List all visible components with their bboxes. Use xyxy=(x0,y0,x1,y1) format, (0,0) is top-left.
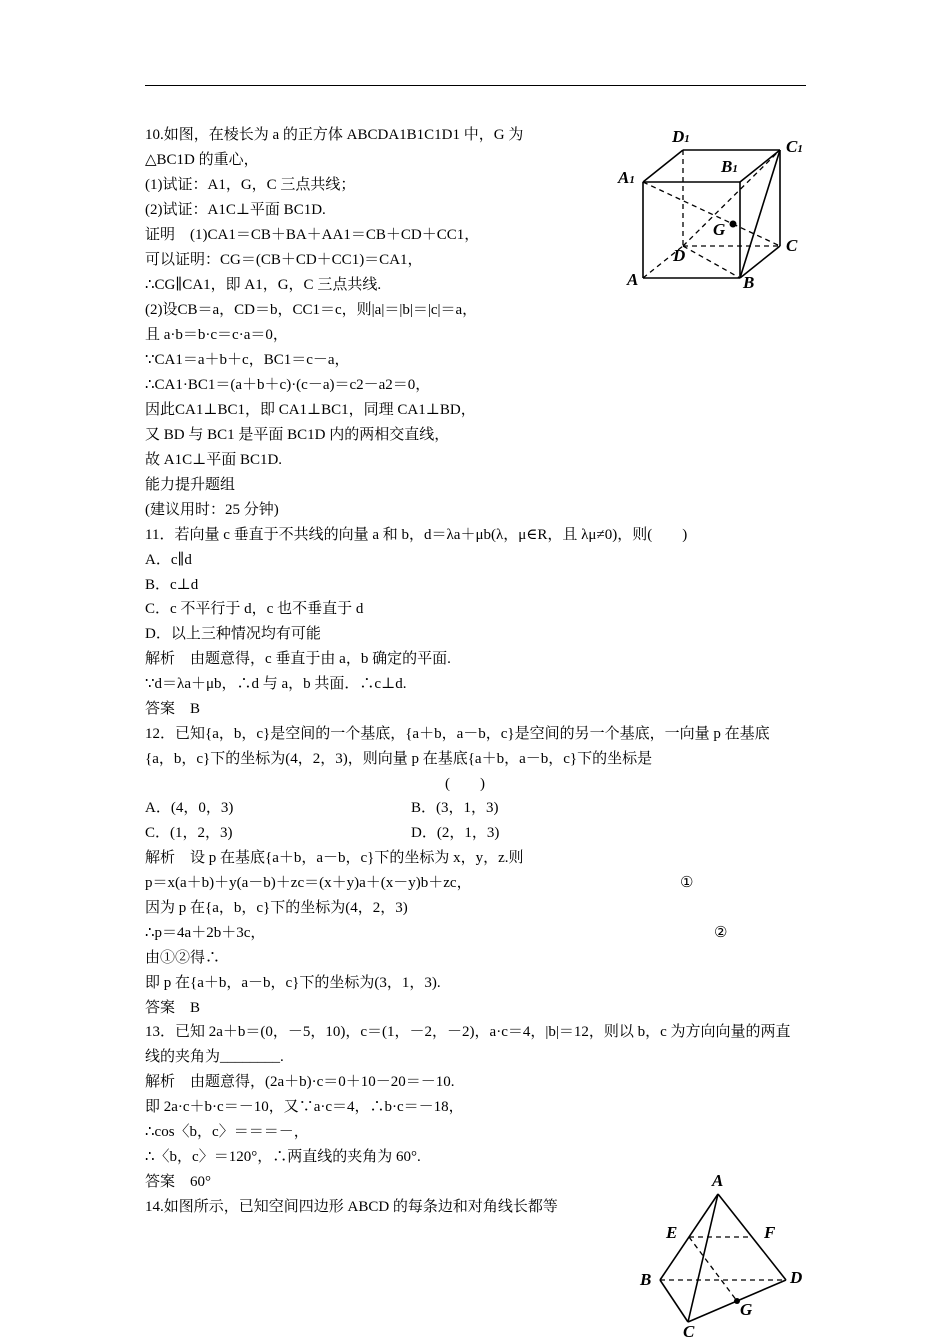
text-line: ∴CG∥CA1，即 A1，G，C 三点共线. xyxy=(145,277,382,293)
text-line: ∵CA1＝a＋b＋c，BC1＝c－a， xyxy=(145,352,350,368)
tetra-label-e: E xyxy=(666,1223,678,1242)
label-a1: A1 xyxy=(618,168,635,187)
text-line: 11．若向量 c 垂直于不共线的向量 a 和 b，d＝λa＋μb(λ，μ∈R，且 λμ≠0)，则( ) xyxy=(145,527,688,543)
tetra-label-c: C xyxy=(683,1322,695,1341)
text-line: 12．已知{a，b，c}是空间的一个基底，{a＋b，a－b，c}是空间的另一个基底，一向量 p 在基底 xyxy=(145,726,770,742)
option-line: C．c 不平行于 d，c 也不垂直于 d xyxy=(145,601,364,617)
answer-line: 答案 B xyxy=(145,1000,201,1016)
text-line: 故 A1C⊥平面 BC1D. xyxy=(145,452,283,468)
equation-marker: ② xyxy=(714,925,728,941)
label-b1: B1 xyxy=(721,157,738,176)
text-line: (2)试证：A1C⊥平面 BC1D. xyxy=(145,202,326,218)
label-c1: C1 xyxy=(786,137,803,156)
tetra-label-g: G xyxy=(740,1300,753,1319)
option-line: A．c∥d xyxy=(145,552,192,568)
option-line: C．(1，2，3) xyxy=(145,825,233,841)
text-line: 因为 p 在{a，b，c}下的坐标为(4，2，3) xyxy=(145,900,408,916)
text-line: 且 a·b＝b·c＝c·a＝0， xyxy=(145,327,288,343)
text-line: {a，b，c}下的坐标为(4，2，3)，则向量 p 在基底{a＋b，a－b，c}下的坐标是 xyxy=(145,751,653,767)
section-heading: 能力提升题组 xyxy=(145,477,236,493)
text-line: 又 BD 与 BC1 是平面 BC1D 内的两相交直线， xyxy=(145,427,450,443)
tetra-label-d: D xyxy=(790,1268,803,1287)
tetra-label-b: B xyxy=(640,1270,652,1289)
option-line: B．c⊥d xyxy=(145,577,199,593)
label-c: C xyxy=(786,236,798,255)
text-line: △BC1D 的重心， xyxy=(145,152,259,168)
text-line: 由①②得∴ xyxy=(145,950,221,966)
answer-line: 答案 B xyxy=(145,701,201,717)
option-line: A．(4，0，3) xyxy=(145,800,234,816)
text-line: ∴p＝4a＋2b＋3c， xyxy=(145,925,266,941)
text-line: 可以证明：CG＝(CB＋CD＋CC1)＝CA1， xyxy=(145,252,423,268)
text-line: 即 p 在{a＋b，a－b，c}下的坐标为(3，1，3). xyxy=(145,975,441,991)
text-line: (建议用时：25 分钟) xyxy=(145,502,279,518)
text-line: ∴〈b，c〉＝120°，∴两直线的夹角为 60°. xyxy=(145,1149,421,1165)
equation-marker: ① xyxy=(680,875,694,891)
text-line: 线的夹角为________. xyxy=(145,1049,284,1065)
text-line: (1)试证：A1，G，C 三点共线； xyxy=(145,177,356,193)
answer-line: 答案 60° xyxy=(145,1174,211,1190)
tetra-label-f: F xyxy=(764,1223,776,1242)
label-g: G xyxy=(713,220,726,239)
text-line: 解析 设 p 在基底{a＋b，a－b，c}下的坐标为 x，y，z.则 xyxy=(145,850,524,866)
label-b: B xyxy=(743,273,755,292)
text-line: 14.如图所示，已知空间四边形 ABCD 的每条边和对角线长都等 xyxy=(145,1199,558,1215)
answer-blank: ( ) xyxy=(445,776,485,792)
text-line: 13．已知 2a＋b＝(0，－5，10)，c＝(1，－2，－2)，a·c＝4，|b|＝12，则以 b，c 为方向向量的两直 xyxy=(145,1024,791,1040)
text-line: ∴cos〈b，c〉＝＝＝－， xyxy=(145,1124,309,1140)
option-line: B．(3，1，3) xyxy=(411,800,499,816)
text-line: p＝x(a＋b)＋y(a－b)＋zc＝(x＋y)a＋(x－y)b＋zc， xyxy=(145,875,472,891)
tetra-label-a: A xyxy=(712,1171,724,1190)
text-line: ∴CA1·BC1＝(a＋b＋c)·(c－a)＝c2－a2＝0， xyxy=(145,377,431,393)
option-line: D．以上三种情况均有可能 xyxy=(145,626,321,642)
label-a: A xyxy=(627,270,639,289)
label-d: D xyxy=(673,246,686,265)
text-line: 10.如图，在棱长为 a 的正方体 ABCDA1B1C1D1 中，G 为 xyxy=(145,127,524,143)
text-line: 即 2a·c＋b·c＝－10，又∵a·c＝4，∴b·c＝－18， xyxy=(145,1099,464,1115)
label-d1: D1 xyxy=(672,127,690,146)
text-line: 因此CA1⊥BC1，即 CA1⊥BC1，同理 CA1⊥BD， xyxy=(145,402,476,418)
text-line: 解析 由题意得，c 垂直于由 a，b 确定的平面. xyxy=(145,651,451,667)
text-line: ∵d＝λa＋μb，∴d 与 a，b 共面．∴c⊥d. xyxy=(145,676,407,692)
text-line: 解析 由题意得，(2a＋b)·c＝0＋10－20＝－10. xyxy=(145,1074,455,1090)
text-line: (2)设CB＝a，CD＝b，CC1＝c，则|a|＝|b|＝|c|＝a， xyxy=(145,302,478,318)
text-line: 证明 (1)CA1＝CB＋BA＋AA1＝CB＋CD＋CC1， xyxy=(145,227,480,243)
option-line: D．(2，1，3) xyxy=(411,825,500,841)
